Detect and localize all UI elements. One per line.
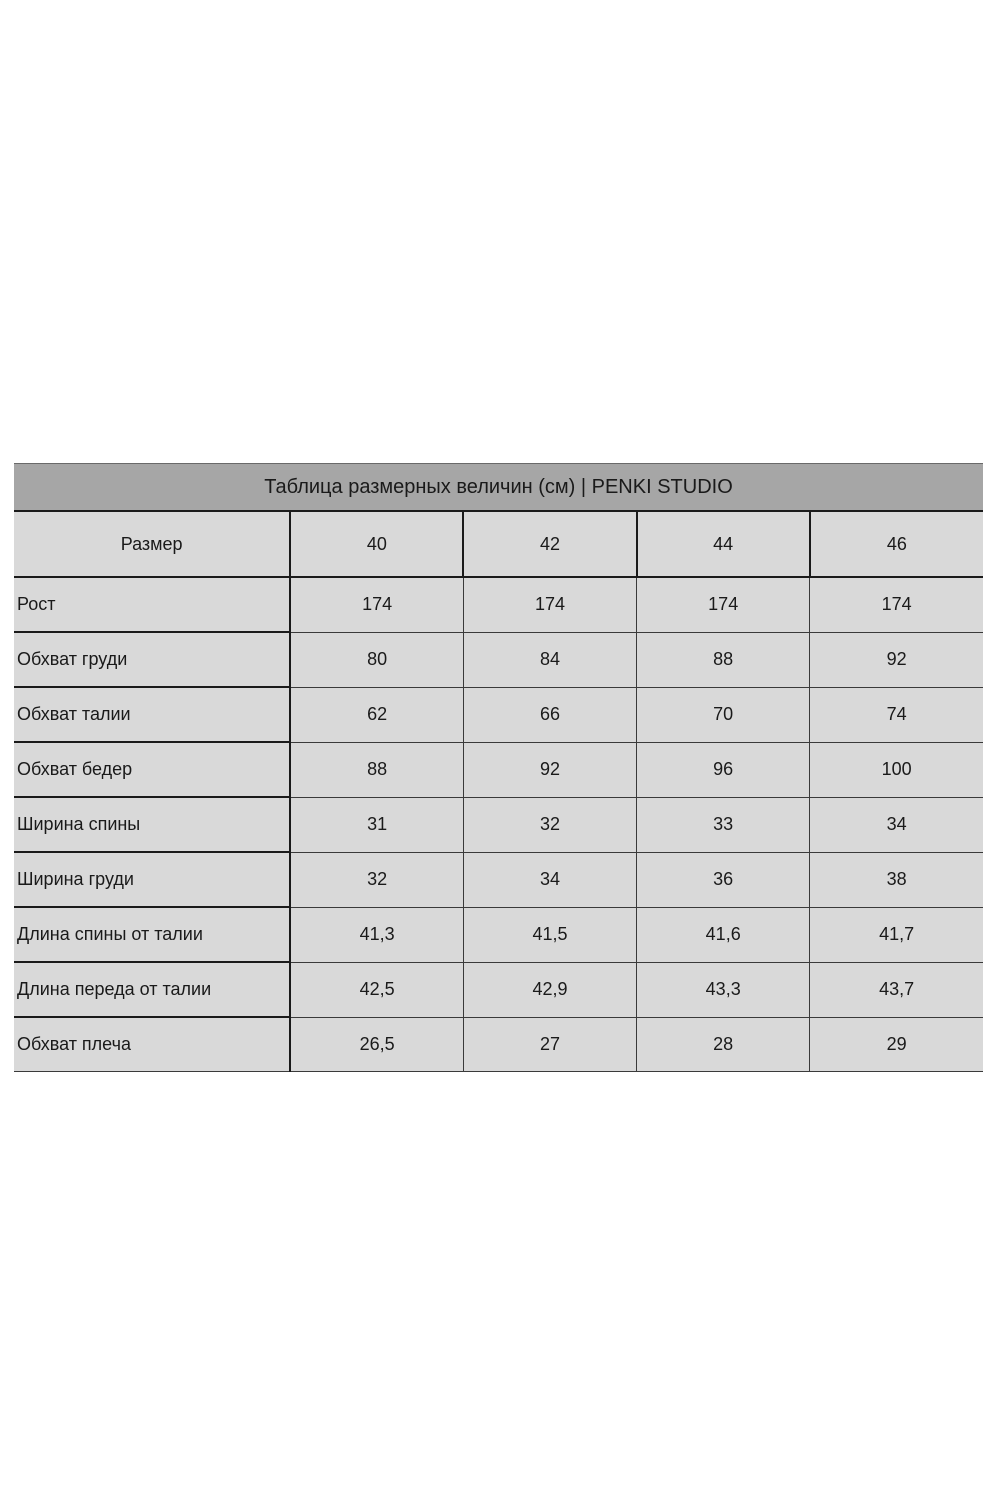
- table-cell: 34: [810, 797, 983, 852]
- table-cell: 74: [810, 687, 983, 742]
- table-cell: 66: [463, 687, 636, 742]
- table-cell: 88: [637, 632, 810, 687]
- table-cell: 174: [637, 577, 810, 632]
- table-cell: 32: [463, 797, 636, 852]
- size-header-cell: 46: [810, 511, 983, 577]
- table-cell: 92: [463, 742, 636, 797]
- table-cell: 36: [637, 852, 810, 907]
- table-row: [14, 852, 983, 907]
- table-cell: 32: [290, 852, 463, 907]
- table-cell: 88: [290, 742, 463, 797]
- size-header-row: [14, 511, 983, 577]
- row-label: Обхват груди: [14, 632, 290, 687]
- table-cell: 26,5: [290, 1017, 463, 1072]
- table-cell: 174: [810, 577, 983, 632]
- table-cell: 28: [637, 1017, 810, 1072]
- table-cell: 43,7: [810, 962, 983, 1017]
- table-cell: 174: [290, 577, 463, 632]
- row-label: Рост: [14, 577, 290, 632]
- table-cell: 42,9: [463, 962, 636, 1017]
- table-row: [14, 1017, 983, 1072]
- table-title-row: [14, 464, 983, 512]
- size-header-cell: 44: [637, 511, 810, 577]
- table-cell: 80: [290, 632, 463, 687]
- table-cell: 174: [463, 577, 636, 632]
- row-label: Ширина спины: [14, 797, 290, 852]
- table-cell: 33: [637, 797, 810, 852]
- size-header-label: Размер: [14, 511, 290, 577]
- table-row: [14, 632, 983, 687]
- row-label: Обхват талии: [14, 687, 290, 742]
- table-cell: 42,5: [290, 962, 463, 1017]
- table-cell: 62: [290, 687, 463, 742]
- table-row: [14, 687, 983, 742]
- row-label: Длина спины от талии: [14, 907, 290, 962]
- table-cell: 41,5: [463, 907, 636, 962]
- table-row: [14, 907, 983, 962]
- table-cell: 29: [810, 1017, 983, 1072]
- table-cell: 43,3: [637, 962, 810, 1017]
- size-chart-table: [14, 463, 983, 1072]
- table-cell: 38: [810, 852, 983, 907]
- row-label: Длина переда от талии: [14, 962, 290, 1017]
- table-cell: 96: [637, 742, 810, 797]
- size-header-cell: 42: [463, 511, 636, 577]
- table-cell: 41,7: [810, 907, 983, 962]
- row-label: Обхват плеча: [14, 1017, 290, 1072]
- table-cell: 84: [463, 632, 636, 687]
- table-cell: 70: [637, 687, 810, 742]
- table-cell: 34: [463, 852, 636, 907]
- table-title: Таблица размерных величин (см) | PENKI STUDIO: [14, 464, 983, 512]
- table-cell: 92: [810, 632, 983, 687]
- table-row: [14, 742, 983, 797]
- table-cell: 27: [463, 1017, 636, 1072]
- row-label: Ширина груди: [14, 852, 290, 907]
- table-row: [14, 962, 983, 1017]
- table-cell: 41,3: [290, 907, 463, 962]
- row-label: Обхват бедер: [14, 742, 290, 797]
- table-cell: 31: [290, 797, 463, 852]
- table-cell: 41,6: [637, 907, 810, 962]
- table-row: [14, 797, 983, 852]
- table-cell: 100: [810, 742, 983, 797]
- size-header-cell: 40: [290, 511, 463, 577]
- table-row: [14, 577, 983, 632]
